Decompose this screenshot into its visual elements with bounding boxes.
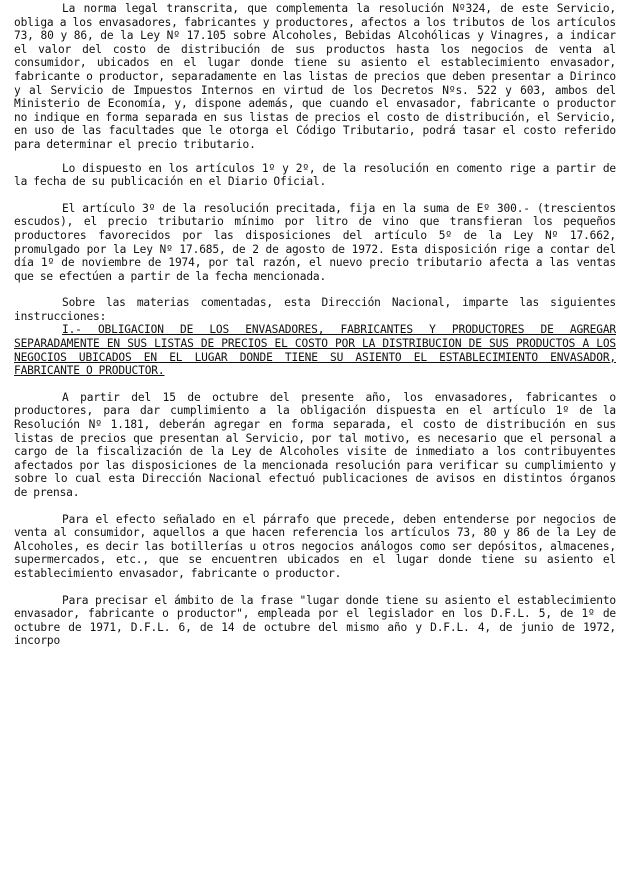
paragraph-resolution-324: La norma legal transcrita, que complementa la resolución Nº324, de este Servicio, obliga a los envasadores, fabricantes y productores, afectos a los tributos de los artículos 73, 80 y 86, de la Ley Nº 17.105 sobre Alcoholes, Bebidas Alcohólicas y Vinagres, a indicar el valor del costo de distribución de sus productos hasta los negocios de venta al consumidor, ubicados en el lugar donde tiene su asiento el establecimiento envasador, fabricante o productor, separadamente en las listas de precios que deben presentar a Dirinco y al Servicio de Impuestos Internos en virtud de los Decretos Nºs. 522 y 603, ambos del Ministerio de Economía, y, dispone además, que cuando el envasador, fabricante o productor no indique en forma separada en sus listas de precios el costo de distribución, el Servicio, en uso de las facultades que le otorga el Código Tributario, podrá tasar el costo referido para determinar el precio tributario. (14, 2, 616, 151)
paragraph-october-15: A partir del 15 de octubre del presente año, los envasadores, fabricantes o productores, para dar cumplimiento a la obligación dispuesta en el artículo 1º de la Resolución Nº 1.181, deberán agregar en forma separada, el costo de distribución en sus listas de precios que presentan al Servicio, por tal motivo, es necesario que el personal a cargo de la fiscalización de la Ley de Alcoholes visite de inmediato a los contribuyentes afectados por las disposiciones de la mencionada resolución para verificar su cumplimiento y sobre lo cual esta Dirección Nacional efectuó publicaciones de avisos en distintos órganos de prensa. (14, 390, 616, 499)
paragraph-lugar-asiento: Para precisar el ámbito de la frase "lugar donde tiene su asiento el establecimiento envasador, fabricante o productor", empleada por el legislador en los D.F.L. 5, de 1º de octubre de 1971, D.F.L. 6, de 14 de octubre del mismo año y D.F.L. 4, de junio de 1972, incorpo (14, 593, 616, 648)
section-heading-1: I.- OBLIGACION DE LOS ENVASADORES, FABRICANTES Y PRODUCTORES DE AGREGAR SEPARADAMENTE EN SUS LISTAS DE PRECIOS EL COSTO POR LA DISTRIBUCION DE SUS PRODUCTOS A LOS NEGOCIOS UBICADOS EN EL LUGAR DONDE TIENE SU ASIENTO EL ESTABLECIMIENTO ENVASADOR, FABRICANTE O PRODUCTOR. (14, 323, 616, 378)
paragraph-instructions-intro: Sobre las materias comentadas, esta Dirección Nacional, imparte las siguientes instrucciones: (14, 296, 616, 323)
paragraph-negocios-venta: Para el efecto señalado en el párrafo que precede, deben entenderse por negocios de venta al consumidor, aquellos a que hacen referencia los artículos 73, 80 y 86 de la Ley de Alcoholes, es decir las botillerías u otros negocios análogos como ser depósitos, almacenes, supermercados, etc., que se encuentren ubicados en el lugar donde tiene su asiento el establecimiento envasador, fabricante o productor. (14, 512, 616, 580)
paragraph-article-3: El artículo 3º de la resolución precitada, fija en la suma de Eº 300.- (trescientos escudos), el precio tributario mínimo por litro de vino que transfieran los pequeños productores favorecidos por las disposiciones del artículo 5º de la Ley Nº 17.662, promulgado por la Ley Nº 17.685, de 2 de agosto de 1972. Esta disposición rige a contar del día 1º de noviembre de 1974, por tal razón, el nuevo precio tributario afecta a las ventas que se efectúen a partir de la fecha mencionada. (14, 201, 616, 283)
paragraph-articles-1-2: Lo dispuesto en los artículos 1º y 2º, de la resolución en comento rige a partir de la fecha de su publicación en el Diario Oficial. (14, 161, 616, 189)
